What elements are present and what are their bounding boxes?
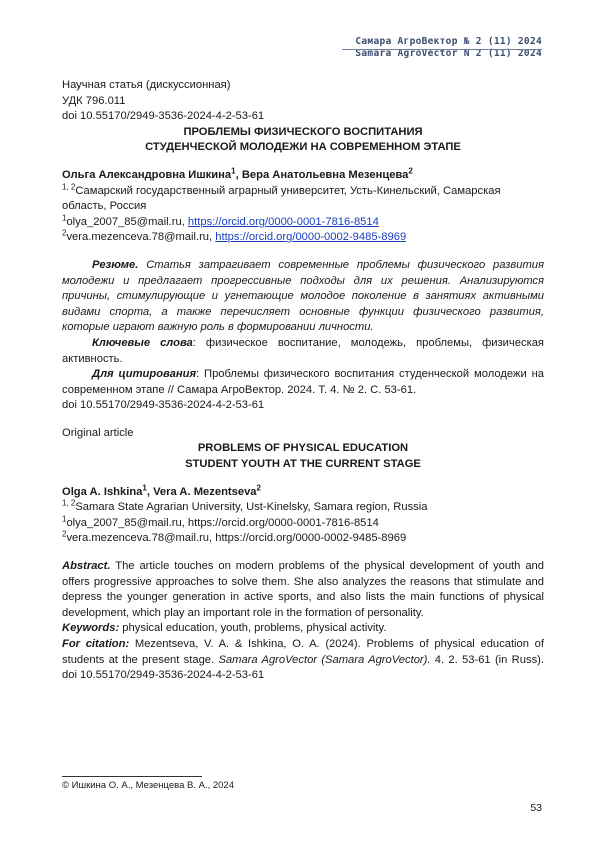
author1-ru-sup: 1 bbox=[231, 166, 235, 175]
article-type-ru: Научная статья (дискуссионная) bbox=[62, 78, 544, 94]
keywords-en-label: Keywords: bbox=[62, 622, 119, 634]
abstract-ru-text: Статья затрагивает современные проблемы физического развития молодежи и предлагает прогрессивные подходы для их решения. Анализируются причины, стимулирующие и угнетающие молодое поколение в занятиях активными видами спорта, а также перечисляет основные функции физического развития, которые играют важную роль в формировании личности. bbox=[62, 259, 544, 333]
journal-header bbox=[355, 36, 542, 60]
authors-ru bbox=[62, 168, 544, 184]
doi-ru: doi 10.55170/2949-3536-2024-4-2-53-61 bbox=[62, 109, 544, 125]
author-sep-ru: , bbox=[236, 169, 242, 181]
author1-en-sup: 1 bbox=[142, 483, 146, 492]
abstract-en-text: The article touches on modern problems of the physical development of youth and offers progressive approaches to solve them. She also analyzes the reasons that stimulate and depress the younger generation in active sports, and also lists the main functions of physical development, which play an important role in the formation of personality. bbox=[62, 560, 544, 619]
contact2-en-sup: 2 bbox=[62, 530, 66, 539]
title-en-line2: STUDENT YOUTH AT THE CURRENT STAGE bbox=[62, 457, 544, 473]
abstract-en-label: Abstract. bbox=[62, 560, 111, 572]
author2-ru: Вера Анатольевна Мезенцева bbox=[242, 169, 409, 181]
citation-en-text: Mezentseva, V. A. & Ishkina, O. A. (2024). Problems of physical education of students at the present stage. bbox=[62, 638, 544, 666]
title-en-line1: PROBLEMS OF PHYSICAL EDUCATION bbox=[62, 441, 544, 457]
abstract-ru-label: Резюме. bbox=[92, 259, 138, 271]
keywords-en bbox=[62, 621, 544, 637]
affiliation-ru-sup: 1, 2 bbox=[62, 182, 75, 191]
author1-ru: Ольга Александровна Ишкина bbox=[62, 169, 231, 181]
author2-en-sup: 2 bbox=[257, 483, 261, 492]
email1-ru: olya_2007_85@mail.ru, bbox=[66, 216, 187, 228]
footnote-rule bbox=[62, 776, 202, 777]
article-type-en: Original article bbox=[62, 426, 544, 442]
contact1-en bbox=[62, 516, 544, 532]
citation-en bbox=[62, 637, 544, 684]
keywords-ru-text: : физическое воспитание, молодежь, проблемы, физическая активность. bbox=[62, 337, 544, 365]
contact1-en-sup: 1 bbox=[62, 514, 66, 523]
page-number: 53 bbox=[530, 802, 542, 814]
citation-en-tail: 4. 2. 53-61 (in Russ). doi 10.55170/2949-3536-2024-4-2-53-61 bbox=[62, 654, 544, 682]
author2-en: Vera A. Mezentseva bbox=[153, 486, 256, 498]
affiliation-ru bbox=[62, 184, 544, 215]
author2-ru-sup: 2 bbox=[408, 166, 412, 175]
citation-ru bbox=[62, 367, 544, 398]
author1-en: Olga A. Ishkina bbox=[62, 486, 142, 498]
journal-header-ru: Самара АгроВектор № 2 (11) 2024 bbox=[355, 36, 542, 48]
article-body bbox=[62, 78, 544, 684]
udk: УДК 796.011 bbox=[62, 94, 544, 110]
orcid1-link[interactable]: https://orcid.org/0000-0001-7816-8514 bbox=[188, 216, 379, 228]
author-sep-en: , bbox=[147, 486, 153, 498]
title-ru-line2: СТУДЕНЧЕСКОЙ МОЛОДЕЖИ НА СОВРЕМЕННОМ ЭТАПЕ bbox=[62, 140, 544, 156]
keywords-ru bbox=[62, 336, 544, 367]
citation-en-label: For citation: bbox=[62, 638, 129, 650]
contact2-ru bbox=[62, 230, 544, 246]
contact1-ru bbox=[62, 215, 544, 231]
abstract-ru bbox=[62, 258, 544, 336]
keywords-ru-label: Ключевые слова bbox=[92, 337, 193, 349]
affiliation-en-text: Samara State Agrarian University, Ust-Kinelsky, Samara region, Russia bbox=[75, 501, 427, 513]
email2-ru: vera.mezenceva.78@mail.ru, bbox=[66, 231, 215, 243]
journal-header-en: Samara AgroVector N 2 (11) 2024 bbox=[355, 48, 542, 60]
affiliation-ru-text: Самарский государственный аграрный университет, Усть-Кинельский, Самарская область, Россия bbox=[62, 185, 501, 213]
citation-ru-label: Для цитирования bbox=[92, 368, 196, 380]
affiliation-en bbox=[62, 500, 544, 516]
authors-en bbox=[62, 485, 544, 501]
contact1-ru-sup: 1 bbox=[62, 213, 66, 222]
abstract-en bbox=[62, 559, 544, 621]
citation-ru-text: : Проблемы физического воспитания студенческой молодежи на современном этапе // Самара АгроВектор. 2024. Т. 4. № 2. С. 53-61. bbox=[62, 368, 544, 396]
header-rule bbox=[342, 49, 542, 50]
citation-en-journal: Samara AgroVector (Samara AgroVector). bbox=[218, 654, 430, 666]
keywords-en-text: physical education, youth, problems, physical activity. bbox=[119, 622, 386, 634]
orcid2-link[interactable]: https://orcid.org/0000-0002-9485-8969 bbox=[215, 231, 406, 243]
citation-ru-doi: doi 10.55170/2949-3536-2024-4-2-53-61 bbox=[62, 398, 544, 414]
copyright-footnote: © Ишкина О. А., Мезенцева В. А., 2024 bbox=[62, 780, 234, 791]
contact2-en-text: vera.mezenceva.78@mail.ru, https://orcid.org/0000-0002-9485-8969 bbox=[66, 532, 406, 544]
affiliation-en-sup: 1, 2 bbox=[62, 499, 75, 508]
title-ru-line1: ПРОБЛЕМЫ ФИЗИЧЕСКОГО ВОСПИТАНИЯ bbox=[62, 125, 544, 141]
contact2-en bbox=[62, 531, 544, 547]
contact1-en-text: olya_2007_85@mail.ru, https://orcid.org/0000-0001-7816-8514 bbox=[66, 517, 378, 529]
contact2-ru-sup: 2 bbox=[62, 229, 66, 238]
